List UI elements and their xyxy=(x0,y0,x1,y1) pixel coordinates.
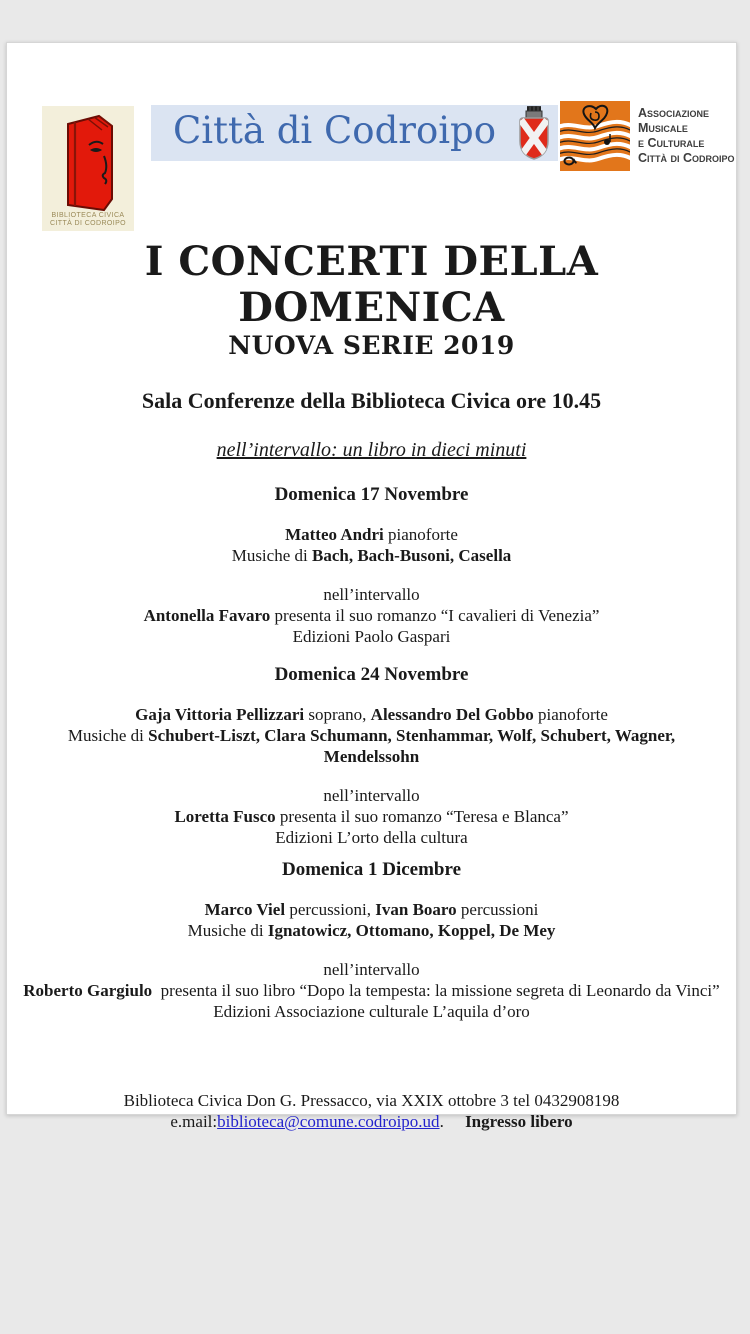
text-part: percussioni xyxy=(456,900,539,919)
concert-section-1-dicembre xyxy=(7,858,736,1022)
program-line xyxy=(7,545,736,566)
performers-line xyxy=(7,524,736,545)
text-part: Marco Viel xyxy=(204,900,286,919)
text-part: soprano, xyxy=(304,705,371,724)
performers-line xyxy=(7,899,736,920)
text-part: Bach, Bach-Busoni, Casella xyxy=(311,546,512,565)
interval-label: nell’intervallo xyxy=(323,786,420,805)
text-part: Schubert-Liszt, Clara Schumann, Stenhammar, Wolf, Schubert, Wagner, Mendelssohn xyxy=(148,726,676,766)
text-part: . xyxy=(439,1112,466,1131)
program-line xyxy=(7,920,736,941)
city-banner-title: Città di Codroipo xyxy=(173,109,497,152)
interval-tagline: nell’intervallo: un libro in dieci minuti xyxy=(216,439,527,461)
book-presentation-line xyxy=(7,806,736,827)
contact-line xyxy=(7,1111,736,1132)
text-part: pianoforte xyxy=(383,525,458,544)
association-logo-text xyxy=(638,106,735,166)
text-part: Antonella Favaro xyxy=(143,606,271,625)
address-line: Biblioteca Civica Don G. Pressacco, via XXIX ottobre 3 tel 0432908198 xyxy=(123,1091,620,1110)
venue-line: Sala Conferenze della Biblioteca Civica ore 10.45 xyxy=(141,388,602,413)
concert-date-heading: Domenica 1 Dicembre xyxy=(281,859,462,880)
text-line: CITTÀ DI CODROIPO xyxy=(49,220,127,227)
association-logo xyxy=(560,101,738,173)
text-part: pianoforte xyxy=(533,705,608,724)
publisher-line: Edizioni Paolo Gaspari xyxy=(292,627,451,646)
text-part: presenta il suo romanzo “I cavalieri di Venezia” xyxy=(270,606,600,625)
publisher-line: Edizioni Associazione culturale L’aquila d’oro xyxy=(213,1002,530,1021)
flyer-header xyxy=(7,43,736,239)
text-part: presenta il suo libro “Dopo la tempesta: la missione segreta di Leonardo da Vinci” xyxy=(152,981,720,1000)
text-line: e Culturale xyxy=(638,136,705,150)
text-part: e.mail: xyxy=(170,1112,218,1131)
publisher-line: Edizioni L’orto della cultura xyxy=(275,828,468,847)
text-part: Loretta Fusco xyxy=(174,807,276,826)
text-part: Gaja Vittoria Pellizzari xyxy=(135,705,305,724)
city-banner xyxy=(151,105,558,161)
text-part: Musiche di xyxy=(67,726,149,745)
text-part: Alessandro Del Gobbo xyxy=(370,705,534,724)
text-line: BIBLIOTECA CIVICA xyxy=(51,212,125,219)
text-part: presenta il suo romanzo “Teresa e Blanca” xyxy=(275,807,569,826)
flyer-page xyxy=(6,42,737,1131)
interval-label: nell’intervallo xyxy=(323,960,420,979)
text-part: Roberto Gargiulo xyxy=(23,981,153,1000)
music-waves-icon xyxy=(560,101,630,171)
text-line: Associazione xyxy=(638,106,710,120)
performers-line xyxy=(7,704,736,725)
book-presentation-line xyxy=(7,605,736,626)
interval-label: nell’intervallo xyxy=(323,585,420,604)
page-subtitle: NUOVA SERIE 2019 xyxy=(228,331,515,360)
text-part: Ivan Boaro xyxy=(375,900,457,919)
codroipo-crest-icon xyxy=(514,105,554,165)
text-part: Ignatowicz, Ottomano, Koppel, De Mey xyxy=(267,921,556,940)
concert-date-heading: Domenica 24 Novembre xyxy=(274,664,469,685)
text-line: Musicale xyxy=(638,121,688,135)
program-line xyxy=(48,725,696,767)
text-part: Musiche di xyxy=(187,921,268,940)
page-title: I CONCERTI DELLA DOMENICA xyxy=(144,238,599,331)
text-part: Musiche di xyxy=(231,546,312,565)
concert-section-17-novembre xyxy=(7,483,736,647)
text-part: Matteo Andri xyxy=(285,525,384,544)
library-logo-caption xyxy=(42,212,134,228)
text-line: Città di Codroipo xyxy=(638,151,735,165)
library-logo xyxy=(42,106,134,231)
concert-date-heading: Domenica 17 Novembre xyxy=(274,484,469,505)
text-part: Ingresso libero xyxy=(465,1112,573,1131)
concert-section-24-novembre xyxy=(7,663,736,848)
book-presentation-line xyxy=(7,980,736,1001)
flyer-footer xyxy=(7,1090,736,1132)
text-part: percussioni, xyxy=(285,900,376,919)
email-link[interactable]: biblioteca@comune.codroipo.ud xyxy=(217,1112,440,1131)
